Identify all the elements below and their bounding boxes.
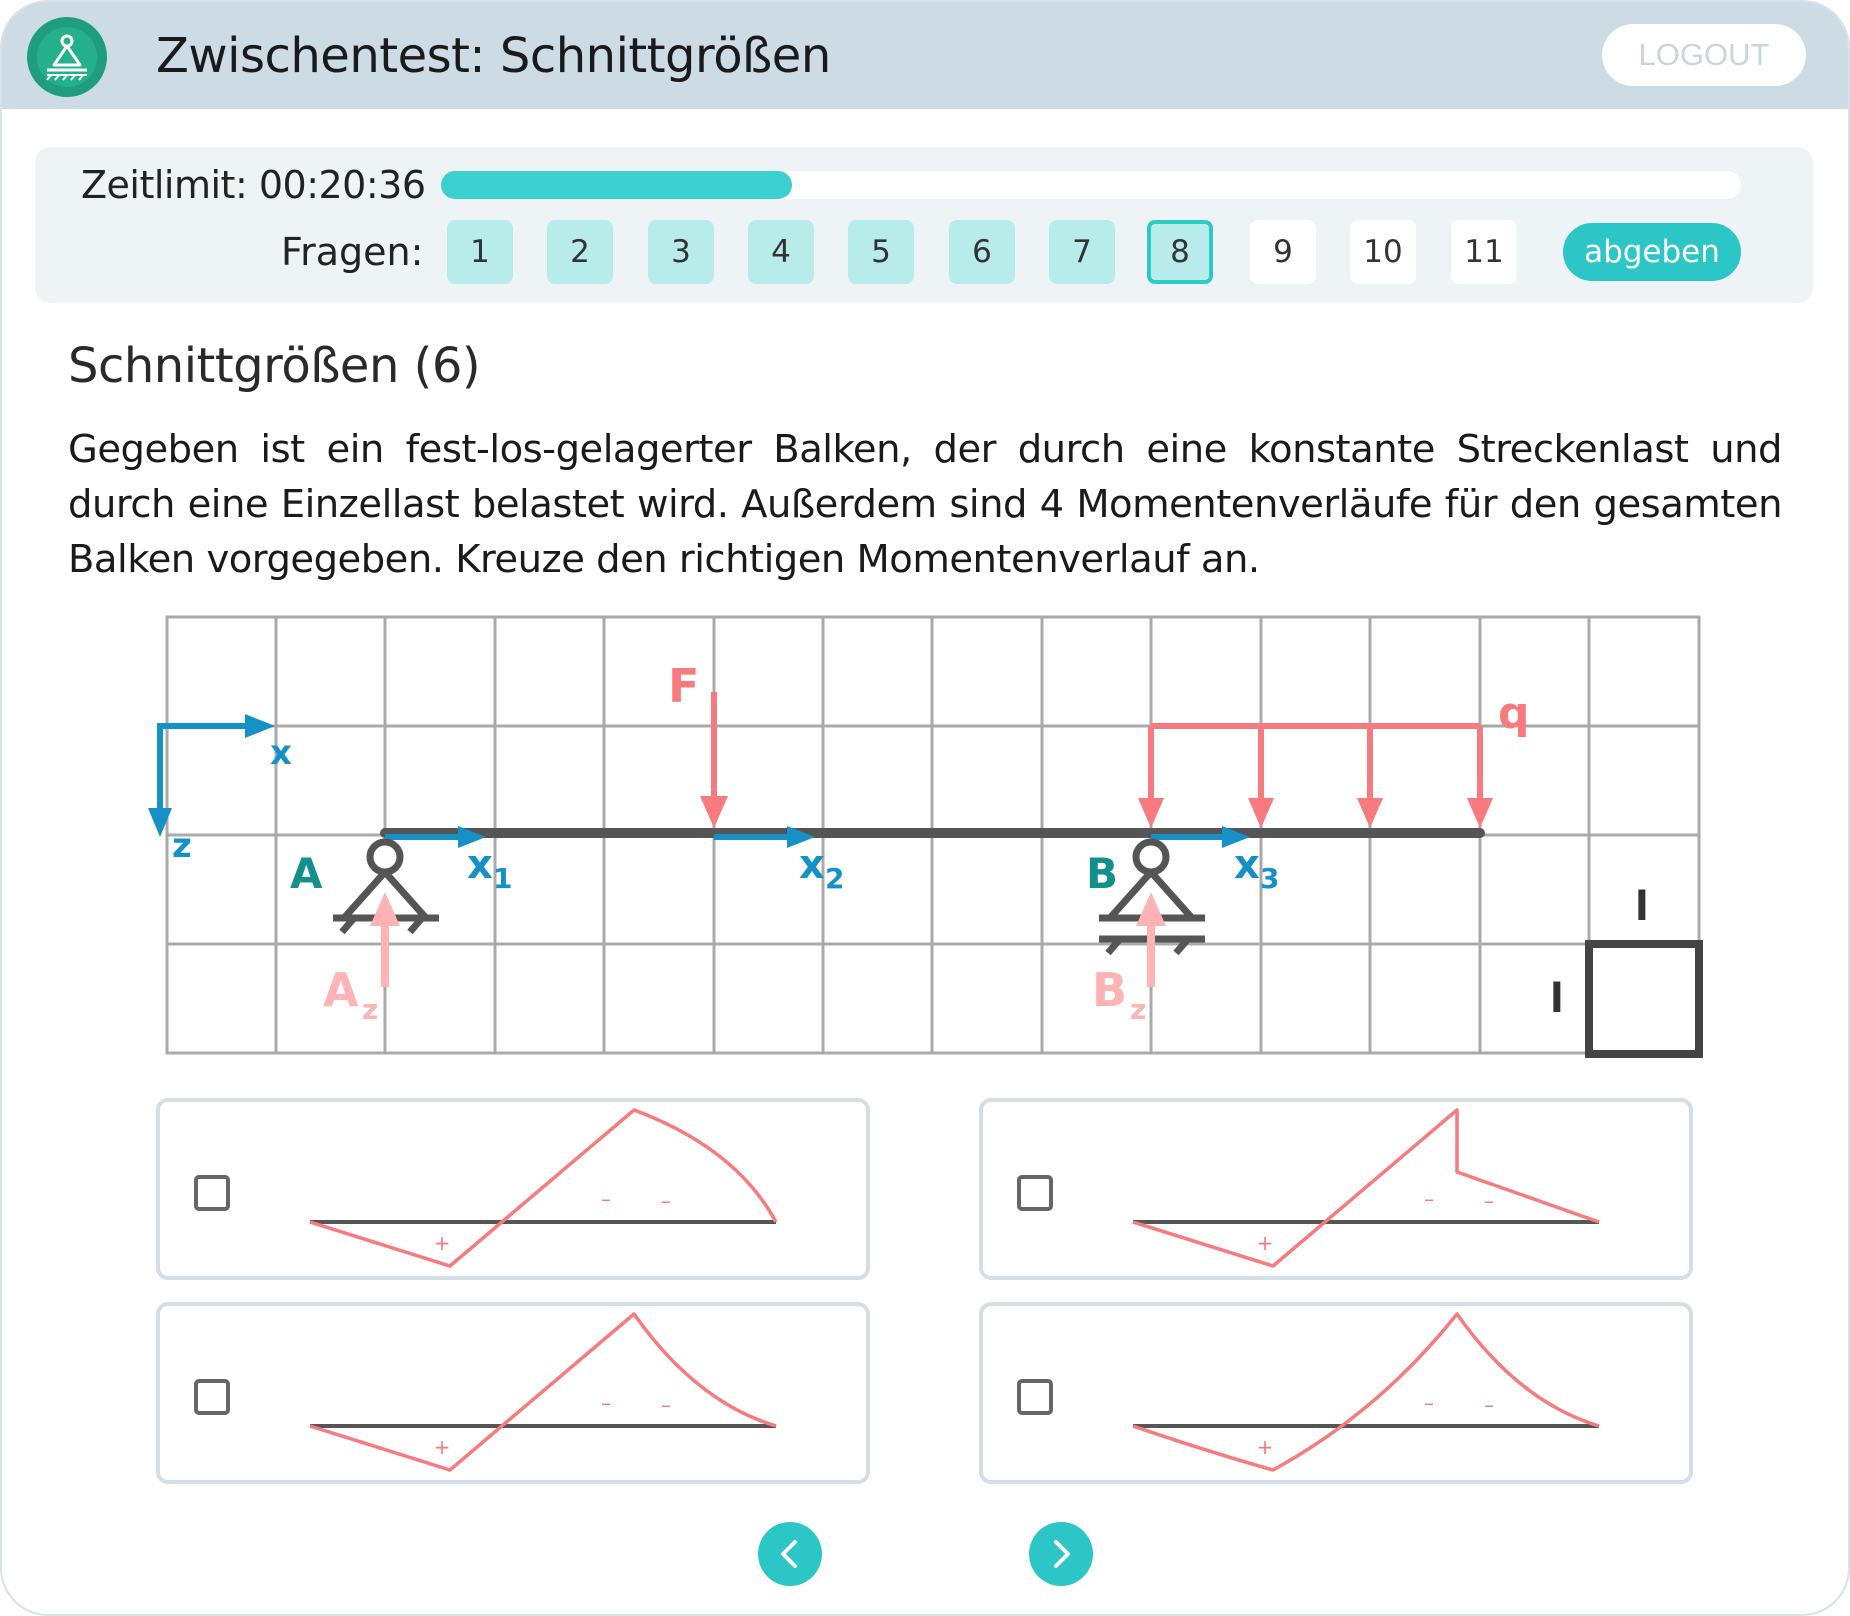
minus-sign: – xyxy=(661,1189,671,1213)
force-f-arrow xyxy=(700,692,728,828)
axis-x-label: x xyxy=(270,733,292,773)
coord-x1-label: x1 xyxy=(467,842,513,895)
question-title: Schnittgrößen (6) xyxy=(68,338,481,394)
logout-button[interactable]: LOGOUT xyxy=(1602,24,1806,86)
question-button-5[interactable]: 5 xyxy=(848,220,914,284)
minus-sign: – xyxy=(1424,1391,1434,1415)
question-text: Gegeben ist ein fest-los-gelagerter Balken, der durch eine konstante Streckenlast und durch eine Einzellast belastet wird. Außerdem sind 4 Momentenverläufe für den gesamten Balken vorgegeben. Kreuze den richtigen Momentenverlauf an. xyxy=(68,427,1782,582)
plus-sign: + xyxy=(433,1435,451,1459)
minus-sign: – xyxy=(1424,1187,1434,1211)
moment-diagram-4 xyxy=(979,1302,1693,1484)
question-button-8[interactable]: 8 xyxy=(1147,220,1213,284)
length-scale-label-v: l xyxy=(1550,976,1564,1022)
question-button-7[interactable]: 7 xyxy=(1049,220,1115,284)
length-scale-label-h: l xyxy=(1635,884,1649,930)
chevron-left-icon xyxy=(758,1522,822,1586)
force-f-label: F xyxy=(668,659,700,713)
answer-option-3[interactable] xyxy=(156,1302,870,1484)
moment-diagram-1 xyxy=(156,1098,870,1280)
next-question-button[interactable] xyxy=(1029,1522,1093,1586)
support-b-label: B xyxy=(1086,849,1119,898)
load-q-label: q xyxy=(1498,688,1530,739)
question-button-1[interactable]: 1 xyxy=(447,220,513,284)
minus-sign: – xyxy=(601,1391,611,1415)
moment-diagram-3 xyxy=(156,1302,870,1484)
answer-option-1[interactable] xyxy=(156,1098,870,1280)
question-button-4[interactable]: 4 xyxy=(748,220,814,284)
axis-z-label: z xyxy=(172,826,192,866)
support-a-label: A xyxy=(290,849,323,898)
time-limit-label: Zeitlimit: 00:20:36 xyxy=(81,163,426,207)
question-button-6[interactable]: 6 xyxy=(949,220,1015,284)
minus-sign: – xyxy=(601,1187,611,1211)
plus-sign: + xyxy=(1256,1231,1274,1255)
chevron-right-icon xyxy=(1029,1522,1093,1586)
beam-diagram xyxy=(2,2,1848,1082)
question-button-11[interactable]: 11 xyxy=(1451,220,1517,284)
previous-question-button[interactable] xyxy=(758,1522,822,1586)
answer-option-4[interactable] xyxy=(979,1302,1693,1484)
distributed-load-q xyxy=(1138,726,1493,828)
plus-sign: + xyxy=(433,1231,451,1255)
question-button-9[interactable]: 9 xyxy=(1250,220,1316,284)
coord-x2-label: x2 xyxy=(799,842,845,895)
length-scale-square xyxy=(1589,944,1699,1054)
question-button-10[interactable]: 10 xyxy=(1350,220,1416,284)
submit-button[interactable]: abgeben xyxy=(1563,223,1741,281)
questions-label: Fragen: xyxy=(281,230,424,274)
minus-sign: – xyxy=(1484,1189,1494,1213)
minus-sign: – xyxy=(1484,1393,1494,1417)
plus-sign: + xyxy=(1256,1435,1274,1459)
reaction-a-label: Az xyxy=(323,963,379,1026)
answer-option-2[interactable] xyxy=(979,1098,1693,1280)
question-button-2[interactable]: 2 xyxy=(547,220,613,284)
question-button-3[interactable]: 3 xyxy=(648,220,714,284)
moment-diagram-2 xyxy=(979,1098,1693,1280)
app-title: Zwischentest: Schnittgrößen xyxy=(156,28,831,84)
reaction-b-label: Bz xyxy=(1092,963,1147,1026)
minus-sign: – xyxy=(661,1393,671,1417)
coord-x3-label: x3 xyxy=(1234,842,1280,895)
